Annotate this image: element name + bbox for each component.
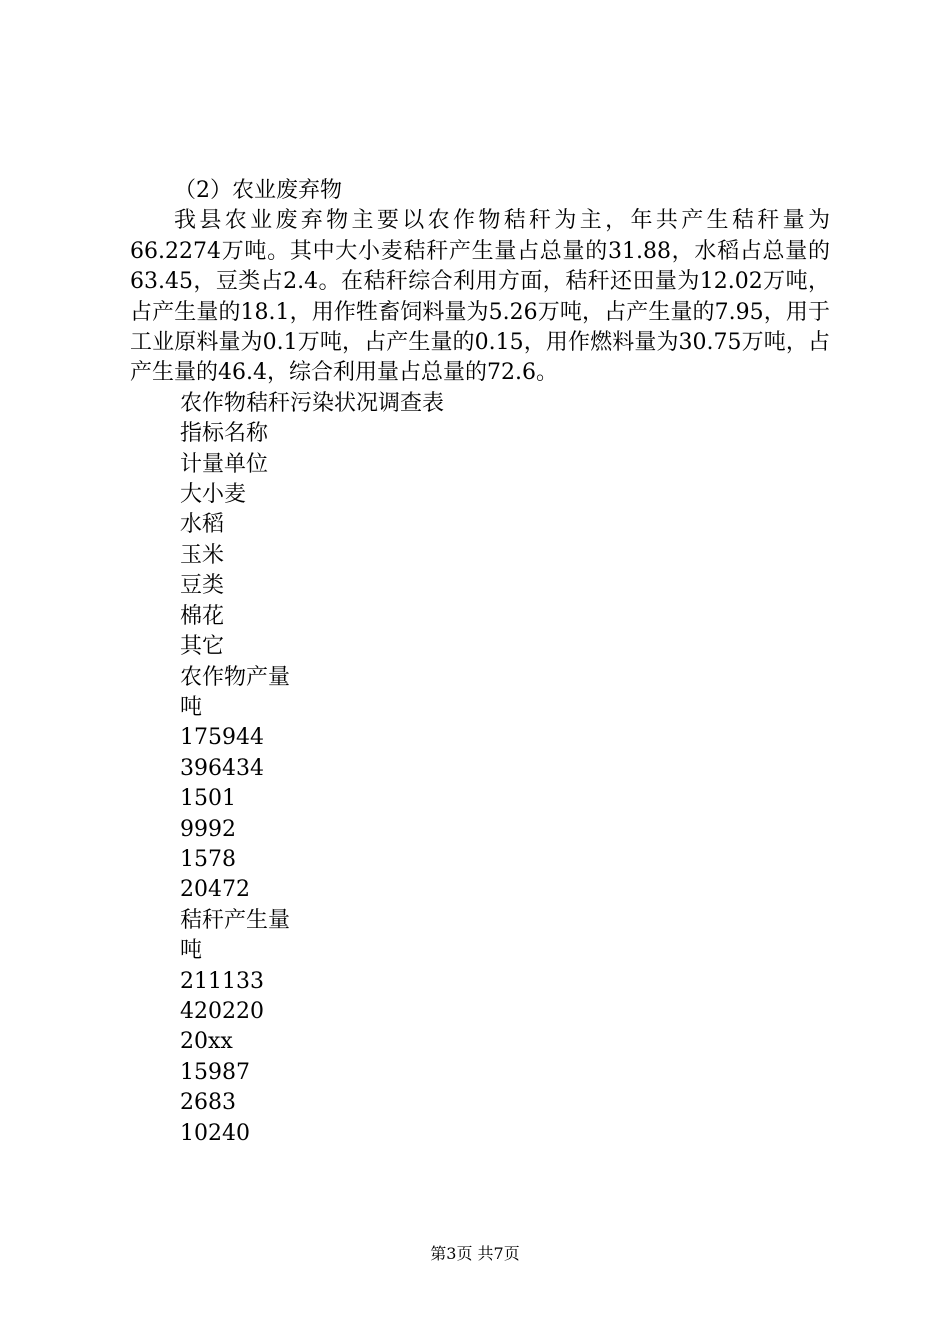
- table-text-lines: [130, 389, 830, 1149]
- text-line: 豆类: [180, 573, 225, 599]
- text-line: 水稻: [180, 512, 225, 538]
- text-line: 指标名称: [180, 421, 269, 447]
- text-line: 吨: [180, 694, 203, 720]
- text-line: 其它: [180, 634, 225, 660]
- text-line: 10240: [180, 1120, 250, 1146]
- text-line: 211133: [180, 968, 264, 994]
- page-footer: 第3页 共7页: [430, 1244, 520, 1263]
- text-line: 2683: [180, 1090, 236, 1116]
- text-line: 大小麦: [180, 482, 247, 508]
- text-line: 秸秆产生量: [180, 907, 291, 933]
- text-line: 175944: [180, 725, 264, 751]
- table-title: 农作物秸秆污染状况调查表: [180, 390, 445, 416]
- text-line: 玉米: [180, 542, 225, 568]
- page-content: [130, 176, 830, 1149]
- text-line: 棉花: [180, 603, 225, 629]
- text-line: 1578: [180, 846, 236, 872]
- text-line: 9992: [180, 816, 236, 842]
- text-line: 396434: [180, 755, 264, 781]
- section-heading: （2）农业废弃物: [174, 178, 342, 203]
- body-paragraph: 我县农业废弃物主要以农作物秸秆为主，年共产生秸秆量为66.2274万吨。其中大小麦秸秆产生量占总量的31.88，水稻占总量的63.45，豆类占2.4。在秸秆综合利用方面，秸秆还田量为12.02万吨，占产生量的18.1，用作牲畜饲料量为5.26万吨，占产生量的7.95，用于工业原料量为0.1万吨，占产生量的0.15，用作燃料量为30.75万吨，占产生量的46.4，综合利用量占总量的72.6。: [130, 208, 830, 386]
- text-line: 农作物产量: [180, 664, 291, 690]
- text-line: 吨: [180, 938, 203, 964]
- text-line: 15987: [180, 1059, 250, 1085]
- text-line: 20472: [180, 877, 250, 903]
- text-line: 20xx: [180, 1029, 233, 1055]
- text-line: 计量单位: [180, 451, 269, 477]
- text-line: 420220: [180, 998, 264, 1024]
- text-line: 1501: [180, 786, 236, 812]
